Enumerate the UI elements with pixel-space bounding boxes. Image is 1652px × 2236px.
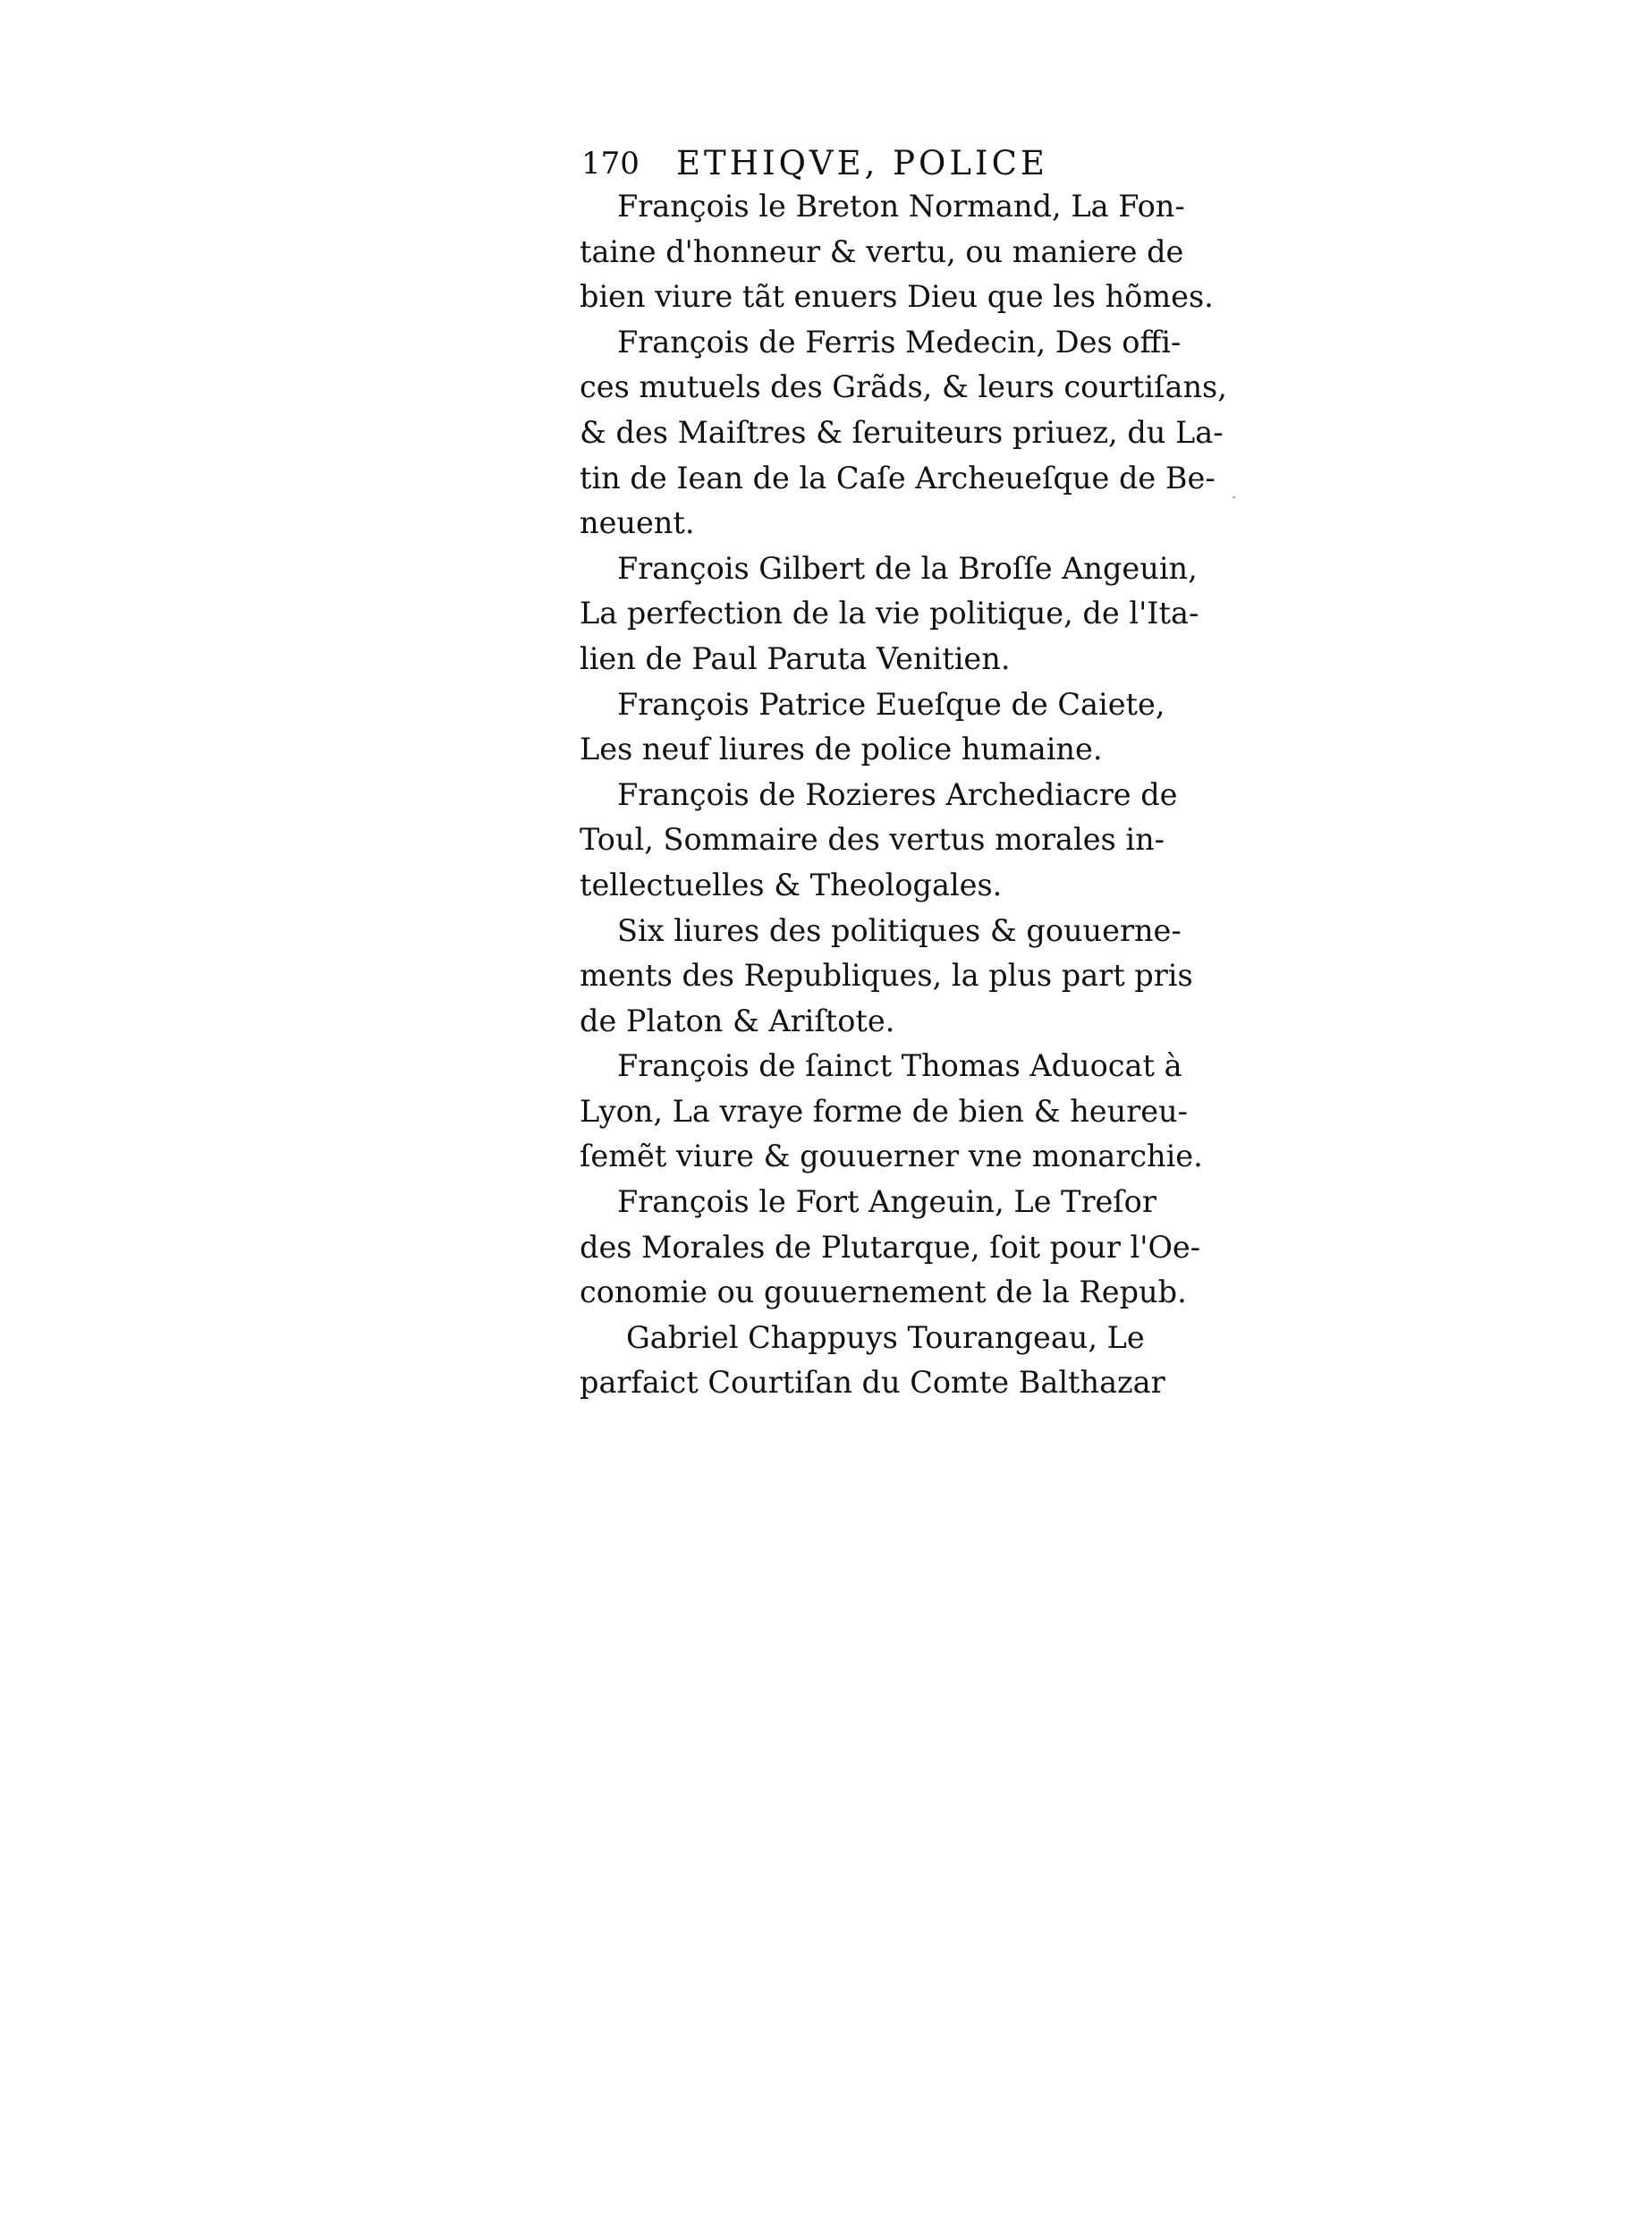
text-line: de Platon & Ariſtote.	[580, 1003, 895, 1038]
text-line: ments des Republiques, la plus part pris	[580, 958, 1193, 994]
text-line: conomie ou gouuernement de la Repub.	[580, 1275, 1187, 1310]
paper-speck	[1233, 496, 1235, 498]
text-line: François de ſainct Thomas Aduocat à	[617, 1048, 1182, 1084]
text-line: neuent.	[580, 505, 695, 541]
text-line: ſemẽt viure & gouuerner vne monarchie.	[580, 1139, 1203, 1174]
text-line: Lyon, La vraye forme de bien & heureu-	[580, 1093, 1188, 1129]
text-line: Six liures des politiques & gouuerne-	[617, 912, 1182, 948]
running-title: ETHIQVE, POLICE	[676, 144, 1048, 182]
text-line: Toul, Sommaire des vertus morales in-	[580, 822, 1165, 858]
text-line: La perfection de la vie politique, de l'Ita-	[580, 596, 1199, 631]
text-line: François le Breton Normand, La Fon-	[617, 189, 1185, 224]
text-line: François de Rozieres Archediacre de	[617, 776, 1178, 812]
text-line: Gabriel Chappuys Tourangeau, Le	[626, 1319, 1145, 1355]
running-header	[580, 143, 1143, 184]
text-line: & des Maiſtres & ſeruiteurs priuez, du La-	[580, 414, 1224, 450]
page-number: 170	[581, 146, 640, 182]
text-line: François de Ferris Medecin, Des offi-	[617, 324, 1182, 360]
text-line: François Patrice Eueſque de Caiete,	[617, 686, 1165, 722]
text-line: tellectuelles & Theologales.	[580, 867, 1003, 902]
text-line: François le Fort Angeuin, Le Treſor	[617, 1184, 1156, 1220]
text-column	[580, 143, 1227, 1406]
text-line: des Morales de Plutarque, ſoit pour l'Oe-	[580, 1229, 1201, 1265]
text-line: Les neuf liures de police humaine.	[580, 732, 1103, 767]
text-line: parfaict Courtiſan du Comte Balthazar	[580, 1365, 1165, 1401]
text-line: bien viure tãt enuers Dieu que les hõmes.	[580, 279, 1214, 315]
text-line: tin de Iean de la Caſe Archeueſque de Be-	[580, 460, 1216, 495]
text-line: ces mutuels des Grãds, & leurs courtiſans,	[580, 369, 1227, 405]
text-line: lien de Paul Paruta Venitien.	[580, 640, 1011, 676]
text-line: François Gilbert de la Broſſe Angeuin,	[617, 550, 1198, 586]
text-line: taine d'honneur & vertu, ou maniere de	[580, 233, 1184, 269]
